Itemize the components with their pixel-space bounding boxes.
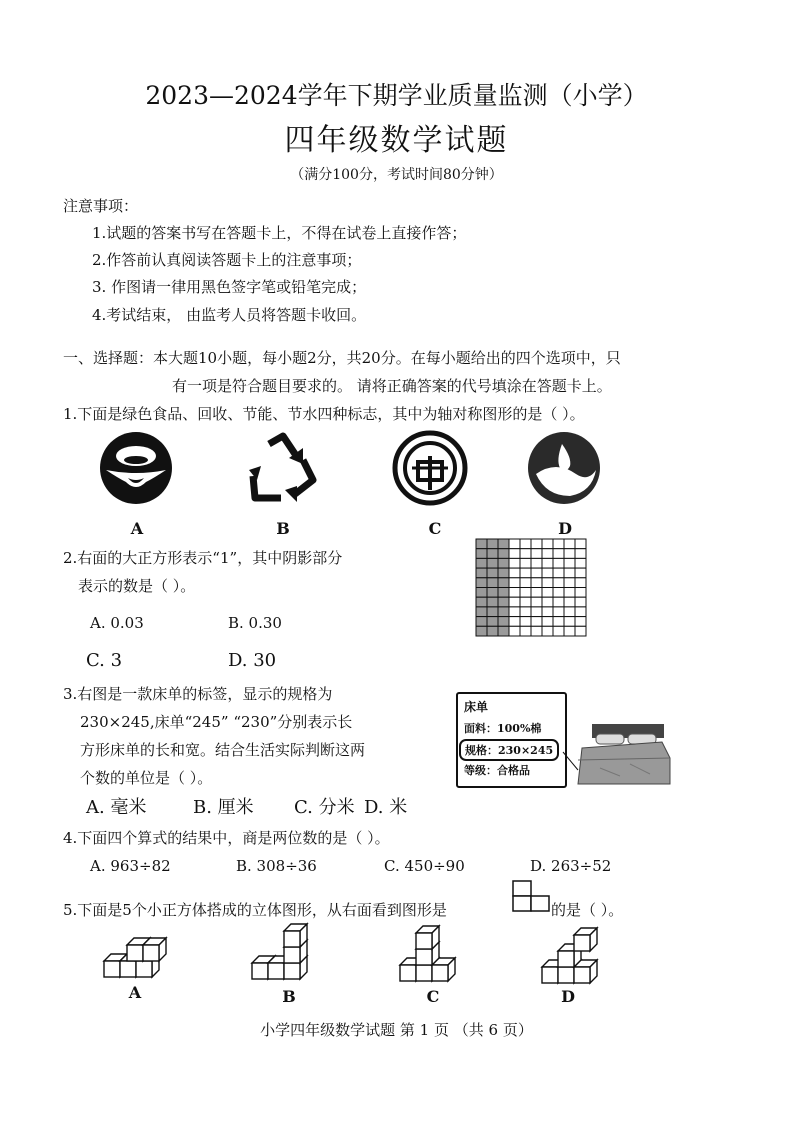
grid-cell [553, 549, 564, 559]
grid-cell [498, 607, 509, 617]
grid-cell [531, 607, 542, 617]
grid-cell [520, 568, 531, 578]
grid-cell [531, 626, 542, 636]
grid-cell [498, 568, 509, 578]
grid-cell [476, 568, 487, 578]
grid-cell [476, 558, 487, 568]
grid-cell [564, 549, 575, 559]
grid-cell [553, 539, 564, 549]
grid-cell [564, 626, 575, 636]
question-1: 1.下面是绿色食品、回收、节能、节水四种标志，其中为轴对称图形的是（ ）。 [63, 405, 585, 423]
grid-cell [498, 588, 509, 598]
grid-cell [476, 617, 487, 627]
question-3-cont: 230×245,床单“245” “230”分别表示长 [80, 713, 353, 731]
bed-illustration [560, 718, 672, 788]
grid-cell [476, 597, 487, 607]
cube-label-a: A [128, 983, 142, 1002]
grid-cell [509, 578, 520, 588]
question-3-cont: 方形床单的长和宽。结合生活实际判断这两 [80, 741, 366, 759]
grid-cell [520, 588, 531, 598]
grid-cell [509, 588, 520, 598]
grid-cell [498, 597, 509, 607]
grid-cell [575, 626, 586, 636]
option-label-b: B [276, 519, 290, 538]
grid-cell [520, 617, 531, 627]
grid-cell [564, 539, 575, 549]
cube-figure-d [538, 926, 618, 986]
grid-cell [575, 588, 586, 598]
grid-cell [487, 607, 498, 617]
grid-cell [476, 607, 487, 617]
option-label-a: A [130, 519, 144, 538]
grid-cell [498, 539, 509, 549]
unit-cube [416, 926, 439, 949]
grid-cell [509, 617, 520, 627]
grid-cell [487, 539, 498, 549]
bedsheet-label-spec: 规格：230×245 [459, 739, 559, 761]
option-d: D. 263÷52 [530, 857, 612, 875]
grid-cell [520, 597, 531, 607]
grid-cell [476, 539, 487, 549]
grid-cell [553, 597, 564, 607]
cube-label-b: B [282, 987, 296, 1006]
grid-cell [476, 578, 487, 588]
grid-cell [531, 617, 542, 627]
grid-cell [487, 617, 498, 627]
grid-cell [575, 607, 586, 617]
grid-cell [520, 549, 531, 559]
option-d: D. 30 [228, 650, 277, 671]
bedsheet-label-title: 床单 [464, 700, 489, 714]
unit-cube [284, 924, 307, 947]
option-c: C. 450÷90 [384, 857, 465, 875]
grid-cell [542, 549, 553, 559]
grid-cell [476, 588, 487, 598]
grid-cell [564, 617, 575, 627]
option-label-d: D [558, 519, 572, 538]
grid-cell [487, 588, 498, 598]
grid-cell [476, 549, 487, 559]
cube-label-d: D [561, 987, 575, 1006]
grid-cell [509, 549, 520, 559]
grid-cell [542, 597, 553, 607]
grid-cell [553, 588, 564, 598]
bedsheet-label-material: 面料：100%棉 [464, 722, 542, 735]
question-2-cont: 表示的数是（ ）。 [78, 577, 196, 595]
grid-cell [487, 597, 498, 607]
energy-saving-logo [392, 430, 468, 506]
grid-cell [531, 588, 542, 598]
grid-cell [487, 626, 498, 636]
grid-cell [542, 617, 553, 627]
grid-cell [564, 568, 575, 578]
grid-cell [509, 539, 520, 549]
bedsheet-label-grade: 等级：合格品 [464, 764, 530, 777]
grid-cell [575, 549, 586, 559]
exam-note: （满分100分，考试时间80分钟） [290, 167, 503, 183]
notice-item: 3. 作图请一律用黑色签字笔或铅笔完成； [92, 278, 367, 296]
grid-cell [509, 626, 520, 636]
notice-item: 1.试题的答案书写在答题卡上，不得在试卷上直接作答； [92, 224, 467, 242]
grid-cell [509, 558, 520, 568]
grid-cell [487, 578, 498, 588]
grid-cell [542, 539, 553, 549]
grid-cell [531, 558, 542, 568]
grid-cell [575, 539, 586, 549]
option-label-c: C [428, 519, 442, 538]
page-footer: 小学四年级数学试题 第 1 页 （共 6 页） [260, 1021, 533, 1039]
question-3: 3.右图是一款床单的标签，显示的规格为 [63, 685, 333, 703]
grid-cell [487, 549, 498, 559]
option-b: B. 308÷36 [236, 857, 317, 875]
option-a: A. 毫米 [86, 797, 147, 818]
grid-cell [553, 568, 564, 578]
option-a: A. 0.03 [90, 614, 144, 632]
grid-cell [498, 549, 509, 559]
grid-cell [498, 558, 509, 568]
grid-cell [531, 578, 542, 588]
question-2: 2.右面的大正方形表示“1”，其中阴影部分 [63, 549, 343, 567]
grid-cell [520, 626, 531, 636]
grid-cell [575, 578, 586, 588]
grid-cell [564, 597, 575, 607]
grid-cell [553, 578, 564, 588]
cube-figure-a [100, 924, 190, 980]
grid-cell [509, 568, 520, 578]
grid-cell [575, 558, 586, 568]
grid-cell [531, 597, 542, 607]
grid-cell [542, 558, 553, 568]
notice-heading: 注意事项： [63, 197, 139, 215]
grid-cell [564, 607, 575, 617]
grid-cell [564, 558, 575, 568]
green-food-logo [98, 430, 174, 506]
grid-cell [575, 568, 586, 578]
section-heading-cont: 有一项是符合题目要求的。 请将正确答案的代号填涂在答题卡上。 [172, 377, 612, 395]
notice-item: 4.考试结束， 由监考人员将答题卡收回。 [92, 306, 367, 324]
exam-subtitle: 四年级数学试题 [284, 123, 509, 158]
grid-cell [487, 558, 498, 568]
cube-figure-b [248, 922, 338, 982]
grid-cell [476, 626, 487, 636]
question-4: 4.下面四个算式的结果中，商是两位数的是（ ）。 [63, 829, 390, 847]
grid-cell [520, 607, 531, 617]
grid-cell [575, 597, 586, 607]
recycle-logo [243, 432, 325, 506]
grid-cell [553, 558, 564, 568]
grid-cell [553, 607, 564, 617]
grid-cell [520, 558, 531, 568]
grid-cell [542, 607, 553, 617]
grid-cell [498, 626, 509, 636]
grid-cell [509, 597, 520, 607]
cube-label-c: C [426, 987, 440, 1006]
grid-cell [531, 539, 542, 549]
hundred-grid [476, 539, 587, 636]
grid-cell [520, 539, 531, 549]
grid-cell [542, 588, 553, 598]
cube-figure-c [396, 932, 486, 984]
right-view-icon [512, 880, 550, 912]
option-b: B. 厘米 [193, 797, 254, 818]
grid-cell [575, 617, 586, 627]
option-d: D. 米 [364, 797, 408, 818]
question-5-end: 的是（ ）。 [551, 901, 624, 919]
exam-title: 2023—2024学年下期学业质量监测（小学） [145, 81, 648, 110]
grid-cell [553, 626, 564, 636]
water-saving-logo [526, 430, 602, 506]
question-5: 5.下面是5个小正方体搭成的立体图形，从右面看到图形是 [63, 901, 447, 919]
grid-cell [553, 617, 564, 627]
grid-cell [564, 588, 575, 598]
unit-cube [143, 938, 166, 961]
grid-cell [531, 568, 542, 578]
unit-cube [574, 928, 597, 951]
grid-cell [498, 617, 509, 627]
grid-cell [564, 578, 575, 588]
grid-cell [509, 607, 520, 617]
grid-cell [531, 549, 542, 559]
grid-cell [542, 578, 553, 588]
option-b: B. 0.30 [228, 614, 282, 632]
grid-cell [520, 578, 531, 588]
question-3-cont: 个数的单位是（ ）。 [80, 769, 213, 787]
section-heading: 一、选择题：本大题10小题，每小题2分，共20分。在每小题给出的四个选项中，只 [63, 349, 621, 367]
grid-cell [498, 578, 509, 588]
notice-item: 2.作答前认真阅读答题卡上的注意事项； [92, 251, 362, 269]
grid-cell [542, 568, 553, 578]
option-a: A. 963÷82 [90, 857, 171, 875]
option-c: C. 3 [86, 650, 123, 671]
option-c: C. 分米 [294, 797, 355, 818]
grid-cell [487, 568, 498, 578]
grid-cell [542, 626, 553, 636]
